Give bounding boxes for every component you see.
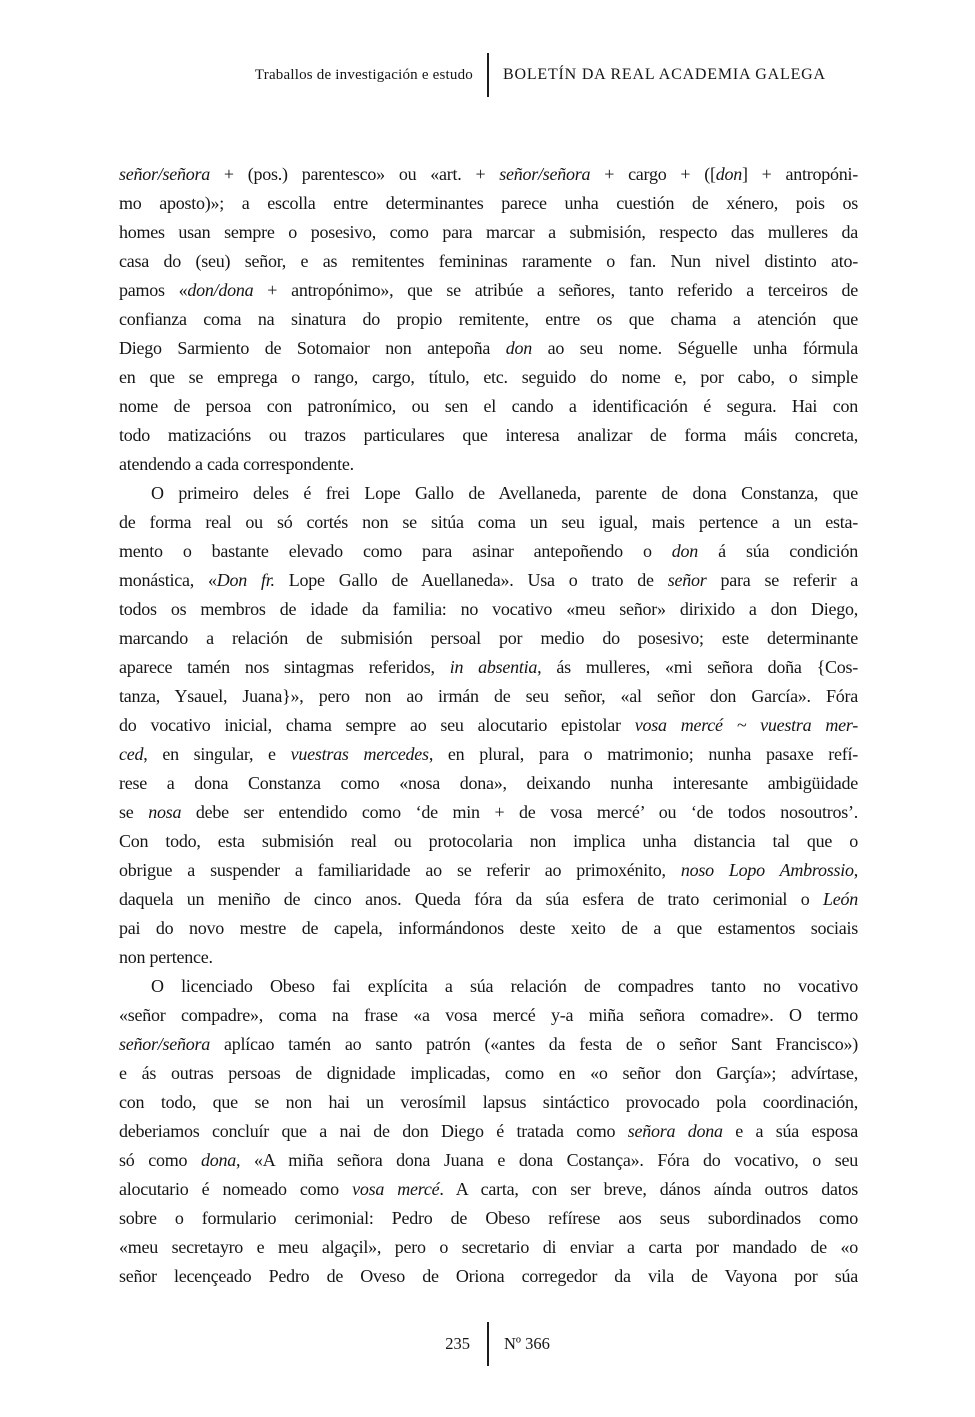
text-segment: se	[119, 802, 149, 822]
italic-text-segment: señora dona	[627, 1121, 723, 1141]
italic-text-segment: ced	[119, 744, 144, 764]
text-segment: só como	[119, 1150, 201, 1170]
text-line	[119, 392, 858, 421]
text-line	[119, 856, 858, 885]
text-line	[119, 421, 858, 450]
text-segment: + cargo + ([	[590, 164, 716, 184]
text-segment: «meu secretayro e meu algaçil», pero o secretario di enviar a carta por mandado de «o	[119, 1237, 858, 1257]
text-line	[119, 363, 858, 392]
italic-text-segment: don	[505, 338, 532, 358]
text-line	[119, 218, 858, 247]
text-segment: nome de persoa con patronímico, ou sen el cando a identificación é segura. Hai con	[119, 396, 858, 416]
text-segment: Lope Gallo de Auellaneda». Usa o trato de	[274, 570, 668, 590]
text-segment: obrigue a suspender a familiaridade ao se referir ao primoxénito,	[119, 860, 681, 880]
text-line	[119, 769, 858, 798]
italic-text-segment: nosa	[148, 802, 182, 822]
text-segment: + (pos.) parentesco» ou «art. +	[210, 164, 500, 184]
text-line	[119, 247, 858, 276]
text-segment: homes usan sempre o posesivo, como para marcar a submisión, respecto das mulleres da	[119, 222, 858, 242]
text-segment: pamos «	[119, 280, 188, 300]
text-line	[119, 479, 858, 508]
text-segment: aplícao tamén ao santo patrón («antes da festa de o señor Sant Francisco»)	[210, 1034, 858, 1054]
header-journal-title: BOLETÍN DA REAL ACADEMIA GALEGA	[503, 66, 826, 83]
text-segment: pai do novo mestre de capela, informándonos deste xeito de a que estamentos sociais	[119, 918, 858, 938]
text-segment: deberiamos concluír que a nai de don Diego é tratada como	[119, 1121, 628, 1141]
text-line	[119, 1088, 858, 1117]
text-segment: marcando a relación de submisión persoal por medio do posesivo; este determinante	[119, 628, 858, 648]
text-line	[119, 334, 858, 363]
text-segment: O licenciado Obeso fai explícita a súa relación de compadres tanto no vocativo	[151, 976, 858, 996]
text-segment: Diego Sarmiento de Sotomaior non antepoña	[119, 338, 506, 358]
text-line	[119, 450, 858, 479]
italic-text-segment: noso Lopo Ambrossio	[680, 860, 854, 880]
italic-text-segment: don/dona	[187, 280, 254, 300]
text-line	[119, 566, 858, 595]
text-line	[119, 885, 858, 914]
italic-text-segment: vuestras mercedes	[290, 744, 429, 764]
text-line	[119, 914, 858, 943]
text-segment: con todo, que se non hai un verosímil lapsus sintáctico provocado pola coordinación,	[119, 1092, 858, 1112]
text-segment: , «A miña señora dona Juana e dona Costança». Fóra do vocativo, o seu	[235, 1150, 859, 1170]
text-line	[119, 682, 858, 711]
text-line	[119, 189, 858, 218]
paragraph	[119, 160, 858, 479]
text-segment: mento o bastante elevado como para asinar antepoñendo o	[119, 541, 672, 561]
text-segment: rese a dona Constanza como «nosa dona», deixando nunha interesante ambigüidade	[119, 773, 858, 793]
text-line	[119, 305, 858, 334]
text-segment: e a súa esposa	[722, 1121, 858, 1141]
text-line	[119, 508, 858, 537]
text-segment: mo aposto)»; a escolla entre determinantes parece unha cuestión de xénero, pois os	[119, 193, 858, 213]
text-line	[119, 1233, 858, 1262]
italic-text-segment: in absentia	[449, 657, 538, 677]
issue-number: Nº 366	[504, 1334, 550, 1353]
italic-text-segment: vosa mercé	[352, 1179, 440, 1199]
page-number: 235	[445, 1334, 470, 1353]
page-body	[119, 160, 858, 1291]
italic-text-segment: León	[823, 889, 858, 909]
text-line	[119, 827, 858, 856]
text-segment: ,	[853, 860, 858, 880]
italic-text-segment: don	[715, 164, 742, 184]
italic-text-segment: señor/señora	[119, 164, 210, 184]
text-segment: ] + antropóni-	[741, 164, 858, 184]
text-line	[119, 1175, 858, 1204]
header-section-title: Traballos de investigación e estudo	[254, 67, 473, 83]
text-line	[119, 624, 858, 653]
text-segment: + antropónimo», que se atribúe a señores, tanto referido a terceiros de	[253, 280, 858, 300]
text-line	[119, 1001, 858, 1030]
text-segment: do vocativo inicial, chama sempre ao seu alocutario epistolar	[119, 715, 635, 735]
text-segment: Con todo, esta submisión real ou protocolaria non implica unha distancia tal que o	[119, 831, 858, 851]
text-segment: , ás mulleres, «mi señora doña {Cos-	[537, 657, 859, 677]
text-line	[119, 653, 858, 682]
italic-text-segment: señor/señora	[499, 164, 591, 184]
running-footer	[0, 1321, 975, 1367]
italic-text-segment: vosa mercé ~ vuestra mer-	[634, 715, 858, 735]
text-line	[119, 798, 858, 827]
italic-text-segment: don	[671, 541, 699, 561]
text-segment: confianza coma na sinatura do propio remitente, entre os que chama a atención que	[119, 309, 858, 329]
text-segment: para se referir a	[706, 570, 858, 590]
text-segment: señor lecençeado Pedro de Oveso de Oriona corregedor da vila de Vayona por súa	[119, 1266, 858, 1286]
text-segment: atendendo a cada correspondente.	[119, 454, 354, 474]
italic-text-segment: Don fr.	[216, 570, 275, 590]
text-segment: daquela un meniño de cinco anos. Queda fóra da súa esfera de trato cerimonial o	[119, 889, 823, 909]
text-segment: . A carta, con ser breve, dános aínda outros datos	[439, 1179, 858, 1199]
text-segment: O primeiro deles é frei Lope Gallo de Avellaneda, parente de dona Constanza, que	[151, 483, 858, 503]
text-line	[119, 595, 858, 624]
text-line	[119, 943, 858, 972]
text-line	[119, 537, 858, 566]
text-line	[119, 1262, 858, 1291]
text-segment: tanza, Ysauel, Juana}», pero non ao irmán de seu señor, «al señor don García». Fóra	[119, 686, 858, 706]
text-segment: en que se emprega o rango, cargo, título, etc. seguido do nome e, por cabo, o simple	[119, 367, 858, 387]
text-segment: «señor compadre», coma na frase «a vosa mercé y-a miña señora comadre». O termo	[119, 1005, 858, 1025]
text-line	[119, 160, 858, 189]
text-segment: alocutario é nomeado como	[119, 1179, 353, 1199]
text-line	[119, 740, 858, 769]
text-segment: todo matizacións ou trazos particulares que interesa analizar de forma máis concreta,	[119, 425, 858, 445]
text-segment: casa do (seu) señor, e as remitentes femininas raramente o fan. Nun nivel distinto ato-	[119, 251, 858, 271]
italic-text-segment: señor	[667, 570, 707, 590]
text-line	[119, 1059, 858, 1088]
text-line	[119, 972, 858, 1001]
text-line	[119, 1146, 858, 1175]
text-segment: , en singular, e	[143, 744, 291, 764]
text-segment: debe ser entendido como ‘de min + de vosa mercé’ ou ‘de todos nosoutros’.	[181, 802, 858, 822]
text-line	[119, 276, 858, 305]
italic-text-segment: dona	[200, 1150, 236, 1170]
text-line	[119, 1030, 858, 1059]
header-divider-rule	[487, 53, 489, 97]
text-line	[119, 1117, 858, 1146]
footer-divider-rule	[487, 1322, 489, 1366]
text-segment: , en plural, para o matrimonio; nunha pasaxe refí-	[428, 744, 859, 764]
text-segment: e ás outras persoas de dignidade implicadas, como en «o señor don Garçía»; advírtase,	[119, 1063, 858, 1083]
text-segment: monástica, «	[119, 570, 217, 590]
text-segment: non pertence.	[119, 947, 213, 967]
text-line	[119, 1204, 858, 1233]
text-segment: aparece tamén nos sintagmas referidos,	[119, 657, 450, 677]
italic-text-segment: señor/señora	[119, 1034, 210, 1054]
text-segment: sobre o formulario cerimonial: Pedro de Obeso refírese aos seus subordinados como	[119, 1208, 858, 1228]
running-header	[0, 52, 975, 98]
text-segment: á súa condición	[698, 541, 858, 561]
paragraph	[119, 479, 858, 972]
text-segment: de forma real ou só cortés non se sitúa coma un seu igual, mais pertence a un esta-	[119, 512, 858, 532]
text-segment: todos os membros de idade da familia: no vocativo «meu señor» dirixido a don Diego,	[119, 599, 858, 619]
text-line	[119, 711, 858, 740]
text-segment: ao seu nome. Séguelle unha fórmula	[532, 338, 858, 358]
paragraph	[119, 972, 858, 1291]
